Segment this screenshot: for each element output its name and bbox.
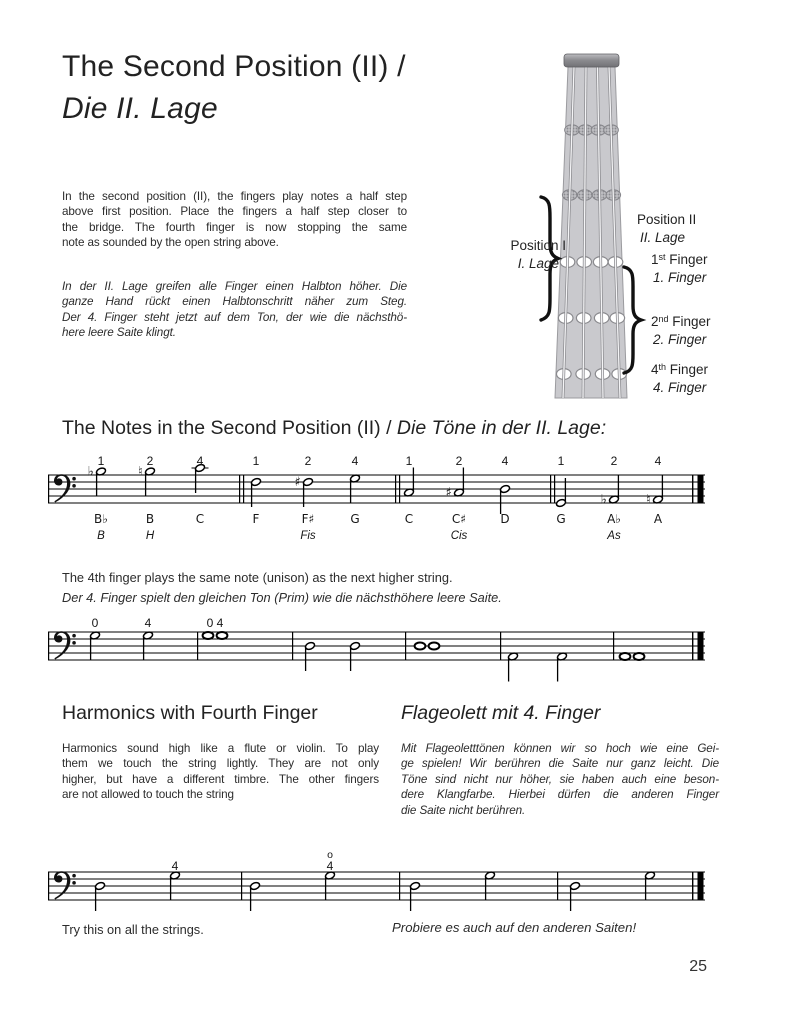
finger-label-4 xyxy=(651,361,708,380)
text-line: In the second position (II), the fingers play notes a half step xyxy=(62,190,407,203)
text-line: Töne sind nicht nur höher, sie haben auch eine beson- xyxy=(401,772,719,786)
footer-caption-de: Probiere es auch auf den anderen Saiten! xyxy=(392,920,637,935)
svg-text:G: G xyxy=(556,512,566,526)
staff-unison-exercise xyxy=(40,606,785,694)
svg-text:C: C xyxy=(195,512,205,526)
position-1-label: Position I xyxy=(510,238,566,253)
text-line: Mit Flageoletttönen können wir so hoch wie eine Gei- xyxy=(401,742,719,755)
svg-text:♭: ♭ xyxy=(87,464,94,480)
finger-2-number: 2 xyxy=(651,314,659,329)
notes-heading-de: Die Töne in der II. Lage: xyxy=(396,417,607,439)
unison-caption-en: The 4th finger plays the same note (unison) as the next higher string. xyxy=(62,570,453,585)
notes-section-heading xyxy=(62,417,606,440)
page-title-de: Die II. Lage xyxy=(62,92,218,125)
svg-text:H: H xyxy=(145,530,155,542)
intro-paragraph-de xyxy=(62,279,407,341)
svg-text:C♯: C♯ xyxy=(451,512,467,526)
svg-text:C: C xyxy=(404,512,414,526)
finger-2-ordinal: nd xyxy=(658,314,669,324)
position-2-label-de: II. Lage xyxy=(640,230,686,245)
text-line: Der 4. Finger steht jetzt auf dem Ton, der wie die nächsthö- xyxy=(62,310,407,324)
finger-4-number: 4 xyxy=(651,362,659,377)
svg-text:0: 0 xyxy=(91,616,99,630)
svg-text:♮: ♮ xyxy=(138,464,143,480)
fingerboard-diagram xyxy=(455,40,785,405)
nut xyxy=(564,54,619,67)
svg-text:G: G xyxy=(350,512,360,526)
text-line: note as sounded by the open string above. xyxy=(62,236,279,250)
position-1-label-de: I. Lage xyxy=(517,256,559,271)
svg-text:2: 2 xyxy=(610,454,618,468)
staff-notes-second-position xyxy=(40,438,785,552)
finger-1-number: 1 xyxy=(651,252,659,267)
position-2-brace xyxy=(624,267,641,373)
svg-text:1: 1 xyxy=(405,454,413,468)
text-line: ge spielen! Wir berühren die Saite nur ganz leicht. Die xyxy=(401,757,719,771)
footer-caption-en: Try this on all the strings. xyxy=(62,922,204,937)
finger-label-2 xyxy=(651,313,711,332)
text-line: ganze Hand rückt einen Halbtonschritt näher zum Steg. xyxy=(62,295,407,309)
svg-text:4: 4 xyxy=(196,454,204,468)
text-line: higher, but have a different timbre. The other fingers xyxy=(62,772,379,786)
svg-text:♮: ♮ xyxy=(646,492,651,508)
intro-paragraph-en xyxy=(62,189,407,251)
harmonics-heading-en: Harmonics with Fourth Finger xyxy=(62,702,318,724)
unison-caption-de: Der 4. Finger spielt den gleichen Ton (Prim) wie die nächsthöhere leere Saite. xyxy=(62,590,502,605)
finger-label-2-de: 2. Finger xyxy=(653,332,707,347)
svg-text:A: A xyxy=(653,512,663,526)
svg-text:4: 4 xyxy=(501,454,509,468)
page-number: 25 xyxy=(689,958,707,975)
text-line: are not allowed to touch the string xyxy=(62,788,234,802)
svg-text:B: B xyxy=(145,512,155,526)
harmonics-paragraph-de xyxy=(401,741,719,818)
svg-text:A♭: A♭ xyxy=(607,512,621,526)
finger-2-word: Finger xyxy=(668,314,711,329)
finger-4-ordinal: th xyxy=(658,362,667,372)
text-line: them we touch the string lightly. They are not only xyxy=(62,757,379,771)
finger-label-4-de: 4. Finger xyxy=(653,380,707,395)
svg-text:Cis: Cis xyxy=(450,530,468,542)
svg-text:♯: ♯ xyxy=(294,475,301,491)
finger-label-1 xyxy=(651,251,708,270)
svg-text:2: 2 xyxy=(304,454,312,468)
svg-text:4: 4 xyxy=(351,454,359,468)
harmonics-heading-de: Flageolett mit 4. Finger xyxy=(401,702,601,724)
svg-text:4: 4 xyxy=(144,616,152,630)
text-line: above first position. Place the fingers a half step closer to xyxy=(62,205,407,219)
text-line: In der II. Lage greifen alle Finger einen Halbton höher. Die xyxy=(62,280,407,293)
svg-text:2: 2 xyxy=(455,454,463,468)
svg-text:B: B xyxy=(97,530,105,542)
harmonics-paragraph-en xyxy=(62,741,379,803)
text-line: die Saite nicht berühren. xyxy=(401,803,526,817)
fingerboard-graphic xyxy=(455,40,785,405)
page-title-en: The Second Position (II) / xyxy=(62,50,406,83)
svg-text:2: 2 xyxy=(146,454,154,468)
notes-heading-en: The Notes in the Second Position (II) / xyxy=(62,417,397,439)
svg-text:o: o xyxy=(327,849,333,861)
svg-text:B♭: B♭ xyxy=(94,512,108,526)
svg-text:F: F xyxy=(252,512,260,526)
finger-1-word: Finger xyxy=(665,252,708,267)
finger-1-ordinal: st xyxy=(658,252,666,262)
svg-text:♯: ♯ xyxy=(445,485,452,501)
svg-text:1: 1 xyxy=(557,454,565,468)
text-line: dere Klangfarbe. Hierbei dürfen die anderen Finger xyxy=(401,788,719,802)
svg-text:As: As xyxy=(607,530,621,542)
text-line: Harmonics sound high like a flute or violin. To play xyxy=(62,742,379,755)
svg-text:1: 1 xyxy=(252,454,260,468)
svg-text:4: 4 xyxy=(654,454,662,468)
svg-text:F♯: F♯ xyxy=(301,512,315,526)
finger-4-word: Finger xyxy=(666,362,709,377)
svg-text:Fis: Fis xyxy=(300,530,316,542)
finger-label-1-de: 1. Finger xyxy=(653,270,707,285)
staff-harmonics-exercise xyxy=(40,840,785,918)
svg-text:4: 4 xyxy=(326,859,334,873)
svg-text:4: 4 xyxy=(171,859,179,873)
svg-text:1: 1 xyxy=(97,454,105,468)
text-line: the bridge. The fourth finger is now stopping the same xyxy=(62,220,407,234)
svg-text:♭: ♭ xyxy=(600,492,607,508)
position-2-label: Position II xyxy=(637,212,697,227)
text-line: here leere Saite klingt. xyxy=(62,326,176,340)
svg-text:D: D xyxy=(500,512,510,526)
svg-text:0 4: 0 4 xyxy=(206,616,224,630)
